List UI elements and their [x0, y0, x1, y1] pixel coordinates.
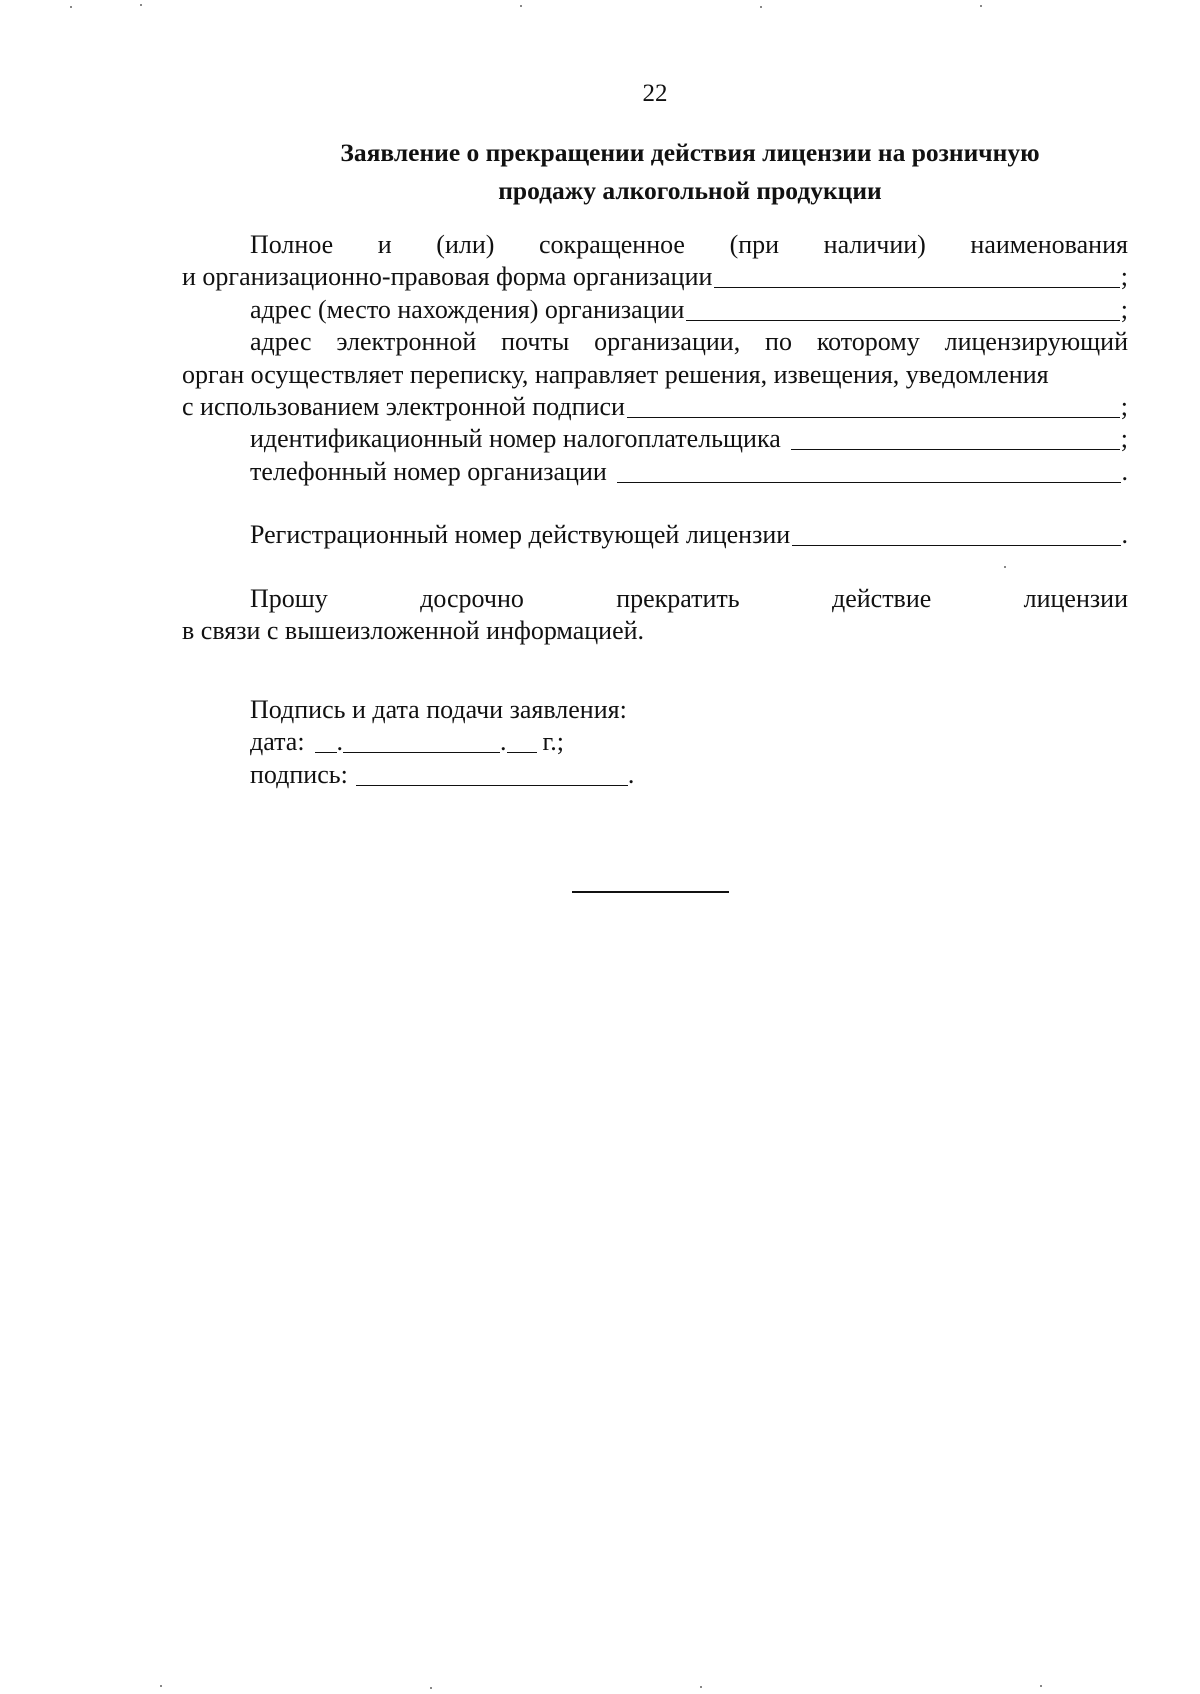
email-line-3: [182, 391, 1128, 423]
request-text: в связи с вышеизложенной информацией.: [182, 615, 645, 645]
date-month-blank[interactable]: [343, 730, 500, 753]
phone-line: [182, 456, 1128, 488]
semicolon: ;: [1120, 294, 1128, 324]
email-line-2: [182, 359, 1128, 391]
word: досрочно: [420, 583, 524, 613]
period: .: [336, 727, 344, 757]
word: электронной: [336, 327, 477, 357]
word: наименования: [970, 230, 1128, 259]
date-line: [250, 726, 634, 758]
period: .: [500, 727, 507, 757]
email-label: с использованием электронной подписи: [182, 391, 625, 421]
title-line-1: Заявление о прекращении действия лицензии на розничную: [340, 138, 1040, 167]
semicolon: ;: [1120, 424, 1128, 454]
word: лицензирующий: [944, 327, 1128, 357]
license-blank[interactable]: [792, 523, 1120, 546]
word: по: [765, 327, 792, 357]
spacer: [182, 552, 1128, 583]
license-line: [182, 519, 1128, 551]
scan-artifact: [700, 1686, 702, 1688]
inn-label: идентификационный номер налогоплательщика: [250, 424, 781, 454]
word: действие: [831, 583, 932, 613]
email-text: орган осуществляет переписку, направляет решения, извещения, уведомления: [182, 359, 1049, 389]
scan-artifact: [160, 1685, 162, 1687]
email-blank[interactable]: [627, 395, 1120, 418]
org-name-line-1: [182, 229, 1128, 261]
inn-line: [182, 423, 1128, 455]
phone-blank[interactable]: [617, 460, 1121, 483]
email-line-1: [182, 326, 1128, 358]
word: Полное: [250, 230, 334, 259]
org-name-line-2: [182, 261, 1128, 293]
word: лицензии: [1023, 583, 1128, 613]
signature-block: [250, 694, 634, 791]
word: которому: [816, 327, 920, 357]
word: Прошу: [250, 583, 328, 613]
period: .: [1121, 520, 1128, 550]
word: прекратить: [616, 583, 740, 613]
date-label: дата:: [250, 727, 305, 757]
word: и: [377, 230, 392, 259]
address-line: [182, 294, 1128, 326]
title-line-2: продажу алкогольной продукции: [498, 176, 882, 205]
year-suffix: г.;: [542, 727, 565, 757]
scan-artifact: [430, 1687, 432, 1689]
org-name-label: и организационно-правовая форма организации: [182, 262, 713, 292]
signature-heading-text: Подпись и дата подачи заявления:: [250, 695, 627, 724]
semicolon: ;: [1120, 391, 1128, 421]
word: (или): [436, 230, 495, 259]
period: .: [1121, 456, 1128, 486]
license-label: Регистрационный номер действующей лицензии: [250, 520, 791, 550]
word: сокращенное: [539, 230, 685, 259]
address-label: адрес (место нахождения) организации: [250, 294, 685, 324]
scan-artifact: [140, 4, 142, 6]
spacer: [182, 488, 1128, 519]
inn-blank[interactable]: [791, 427, 1120, 450]
date-year-blank[interactable]: [507, 730, 537, 753]
word: организации,: [594, 327, 741, 357]
document-title: [230, 134, 1150, 210]
word: (при: [729, 230, 780, 259]
period: .: [627, 759, 635, 789]
scan-artifact: [760, 6, 762, 8]
date-day-blank[interactable]: [315, 730, 337, 753]
org-name-blank[interactable]: [714, 265, 1119, 288]
scan-artifact: [520, 5, 522, 7]
sign-label: подпись:: [250, 759, 348, 789]
word: адрес: [250, 327, 312, 357]
scan-artifact: [980, 5, 982, 7]
request-line-2: [182, 615, 1128, 647]
sign-line: [250, 759, 634, 791]
page-number: 22: [642, 80, 668, 107]
scan-artifact: [70, 6, 72, 8]
semicolon: ;: [1120, 262, 1128, 292]
scan-artifact: [1040, 1685, 1042, 1687]
sign-blank[interactable]: [356, 763, 628, 786]
organization-fields: [182, 229, 1128, 647]
word: наличии): [823, 230, 926, 259]
phone-label: телефонный номер организации: [250, 456, 607, 486]
signature-heading: [250, 694, 634, 726]
word: почты: [501, 327, 570, 357]
request-line-1: [182, 583, 1128, 615]
scan-artifact: [1004, 566, 1006, 568]
address-blank[interactable]: [686, 298, 1119, 321]
end-of-document-rule: [572, 891, 729, 893]
